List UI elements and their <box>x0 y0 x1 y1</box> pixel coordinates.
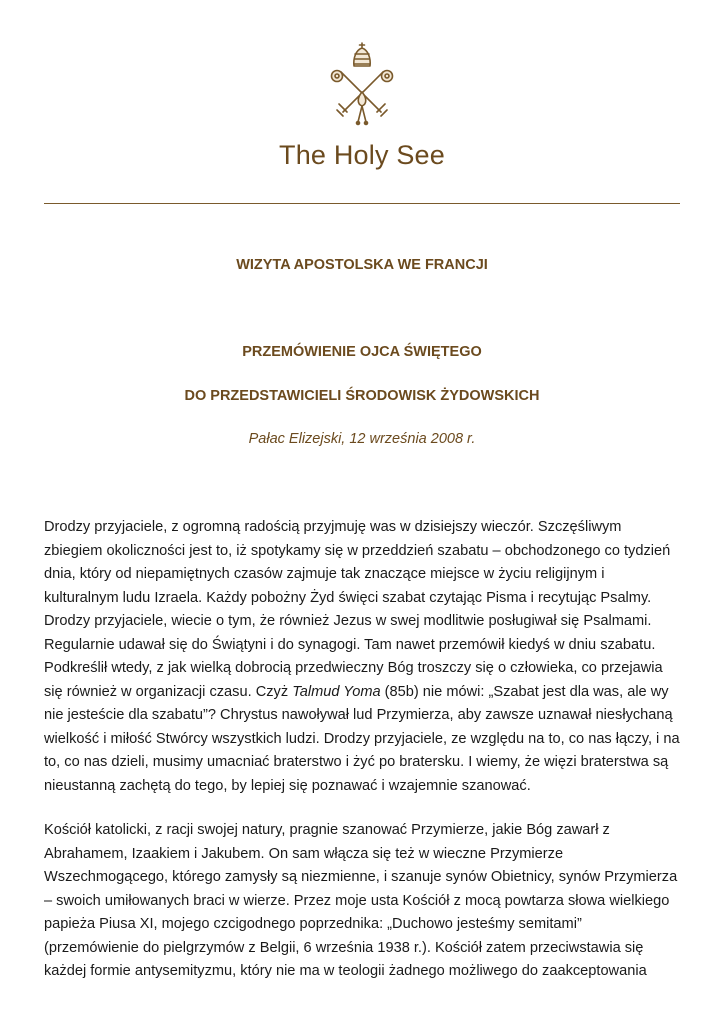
event-title: WIZYTA APOSTOLSKA WE FRANCJI <box>236 257 488 273</box>
talmud-citation: Talmud Yoma <box>292 683 381 700</box>
place-date: Pałac Elizejski, 12 września 2008 r. <box>248 431 476 447</box>
paragraph-1-part-1: Drodzy przyjaciele, z ogromną radością przyjmuję was w dzisiejszy wieczór. Szczęśliwym zbiegiem okoliczności jest to, iż spotykamy się w przeddzień szabatu – obchodzonego co tydzień dnia, który od niepamiętnych czasów zajmuje tak znaczące miejsce w życiu religijnym i kulturalnym ludu Izraela. Każdy pobożny Żyd święci szabat czytając Pisma i recytując Psalmy. Drodzy przyjaciele, wiecie o tym, że również Jezus w swej modlitwie posługiwał się Psalmami. Regularnie udawał się do Świątyni i do synagogi. Tam nawet przemówił kiedyś w dniu szabatu. Podkreślił wtedy, z jak wielką dobrocią przedwieczny Bóg troszczy się o człowieka, co przejawia się również w organizacji czasu. Czyż <box>44 519 671 700</box>
speech-title-line-1: PRZEMÓWIENIE OJCA ŚWIĘTEGO <box>242 344 482 360</box>
speech-title-line-2: DO PRZEDSTAWICIELI ŚRODOWISK ŻYDOWSKICH <box>184 388 540 404</box>
paragraph-1-part-2: (85b) nie mówi: „Szabat jest dla was, ale wy nie jesteście dla szabatu”? Chrystus nawoływał lud Przymierza, aby zawsze uznawał niesłychaną wielkość i miłość Stwórcy wszystkich ludzi. Drodzy przyjaciele, ze względu na to, co nas łączy, i na to, co nas dzieli, musimy umacniać braterstwo i żyć po bratersku. I wiemy, że więzi braterstwa są nieustanną zachętą do tego, by lepiej się poznawać i wzajemnie szanować. <box>44 683 680 794</box>
header-divider <box>44 203 680 204</box>
papal-emblem-icon <box>321 40 403 126</box>
site-title: The Holy See <box>279 140 445 170</box>
paragraph-2: Kościół katolicki, z racji swojej natury, pragnie szanować Przymierze, jakie Bóg zawarł z Abrahamem, Izaakiem i Jakubem. On sam włącza się też w wieczne Przymierze Wszechmogącego, którego zamysły są niezmienne, i szanuje synów Obietnicy, synów Przymierza – swoich umiłowanych braci w wierze. Przez moje usta Kościół z mocą powtarza słowa wielkiego papieża Piusa XI, mojego czcigodnego poprzednika: „Duchowo jesteśmy semitami” (przemówienie do pielgrzymów z Belgii, 6 września 1938 r.). Kościół zatem przeciwstawia się każdej formie antysemityzmu, który nie ma w teologii żadnego możliwego do zaakceptowania <box>44 822 678 979</box>
speech-body <box>44 516 680 1005</box>
paragraph-1 <box>44 516 680 798</box>
